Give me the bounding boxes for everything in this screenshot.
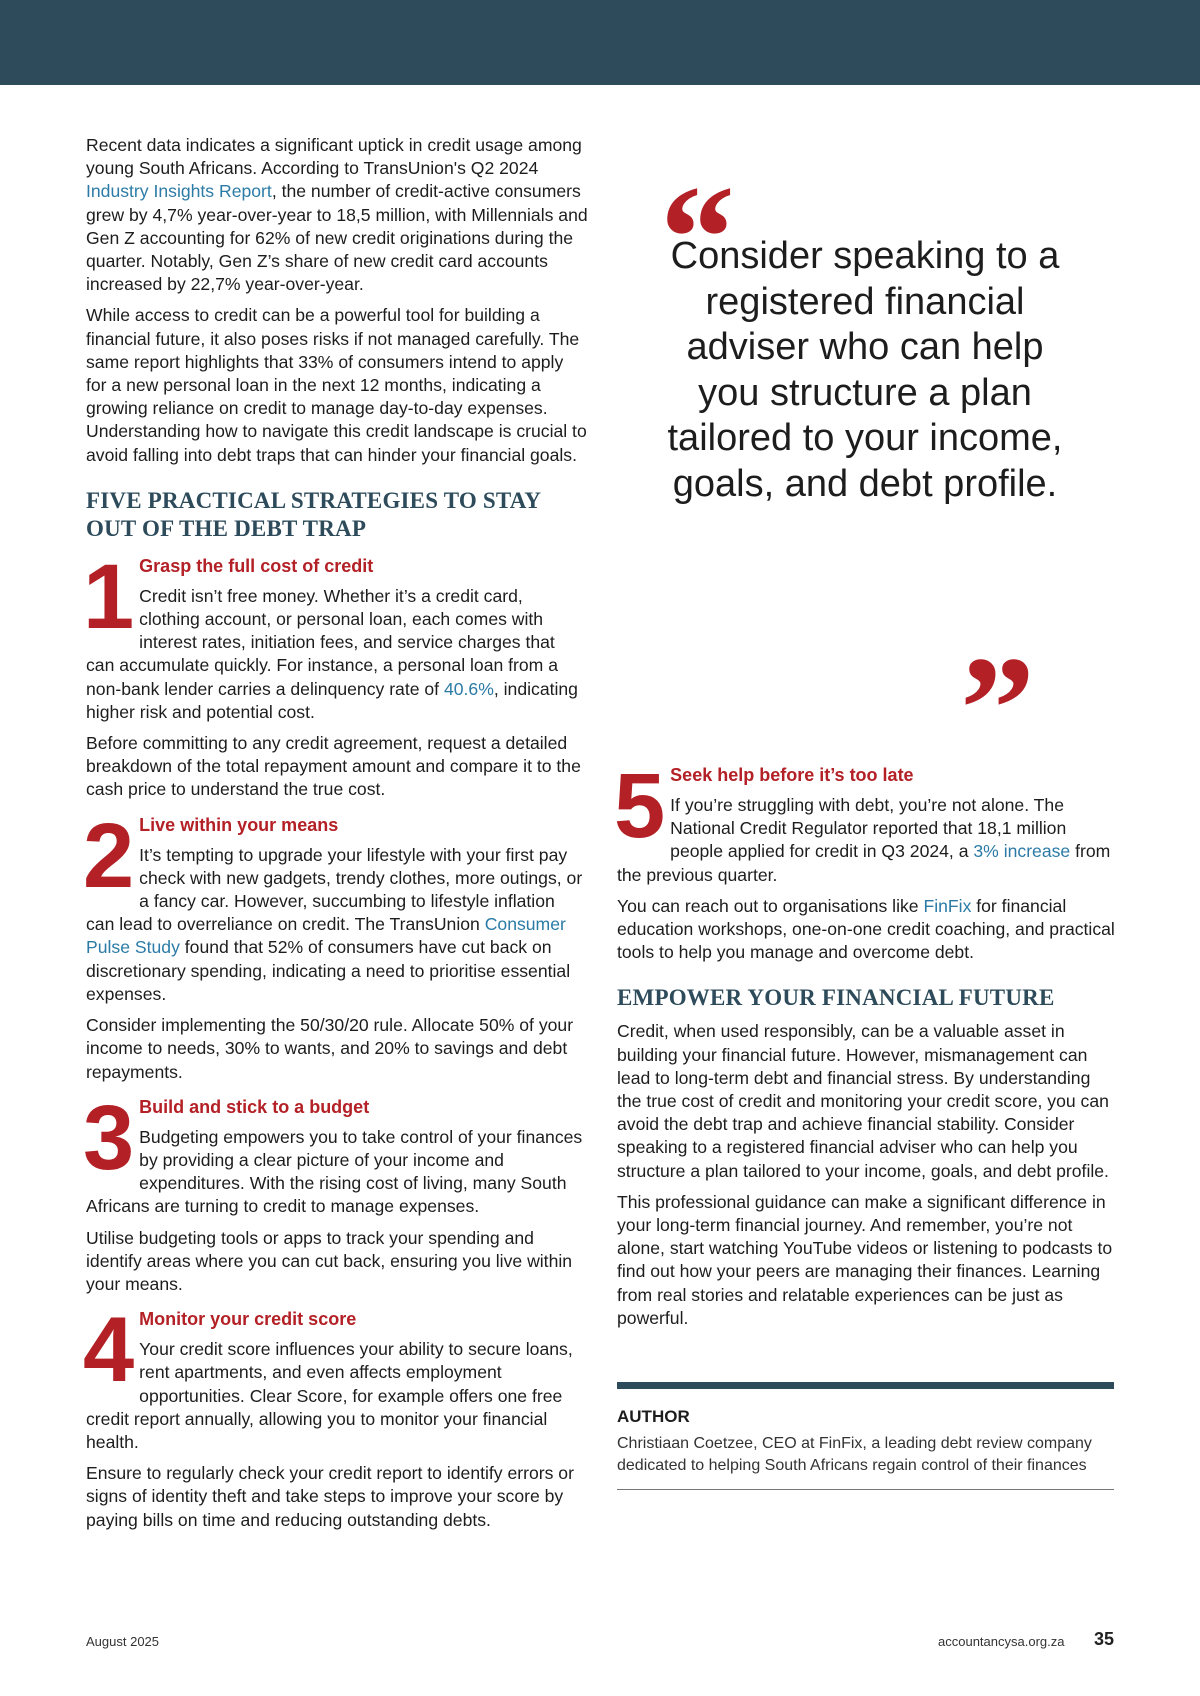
strategy-paragraph: Consider implementing the 50/30/20 rule. Allocate 50% of your income to needs, 30% to wants, and 20% to savings and debt repayments.	[86, 1015, 574, 1082]
strategy-5	[614, 755, 1117, 964]
author-bio: Christiaan Coetzee, CEO at FinFix, a leading debt review company dedicated to helping South Africans regain control of their finances	[617, 1435, 1092, 1475]
strategy-title: Monitor your credit score	[139, 1309, 357, 1330]
strategy-title: Live within your means	[139, 814, 339, 835]
delinquency-rate-link[interactable]: 40.6%	[443, 678, 494, 699]
empower-paragraph-1: Credit, when used responsibly, can be a valuable asset in building your financial future. However, mismanagement can lead to long-term debt and financial stress. By understanding the true cost of credit and monitoring your credit score, you can avoid the debt trap and achieve financial stability. Consider speaking to a registered financial adviser who can help you structure a plan tailored to your income, goals, and debt profile.	[617, 1021, 1109, 1181]
page-number: 35	[1094, 1629, 1115, 1649]
footer-date: August 2025	[86, 1634, 160, 1649]
consumer-pulse-link[interactable]: Consumer Pulse Study	[86, 914, 566, 958]
strategy-paragraph: Utilise budgeting tools or apps to track your spending and identify areas where you can cut back, ensuring you live within your means.	[86, 1227, 573, 1294]
strategies-heading: FIVE PRACTICAL STRATEGIES TO STAY OUT OF THE DEBT TRAP	[86, 487, 541, 541]
strategy-title: Seek help before it’s too late	[670, 765, 914, 785]
strategy-4	[83, 1299, 588, 1532]
strategy-number: 2	[83, 804, 132, 907]
strategy-paragraph: Ensure to regularly check your credit report to identify errors or signs of identity theft and take steps to improve your score by paying bills on time and reducing outstanding debts.	[86, 1463, 574, 1530]
strategy-number: 4	[83, 1299, 132, 1402]
strategy-paragraph: Credit isn’t free money. Whether it’s a credit card, clothing account, or personal loan, each comes with interest rates, initiation fees, and service charges that can accumulate quickly. For instance, a personal loan from a non-bank lender carries a delinquency rate of 40.6%, indicating higher risk and potential cost.	[86, 585, 578, 722]
open-quote-icon: “	[660, 155, 735, 321]
strategy-title: Grasp the full cost of credit	[139, 555, 374, 576]
strategy-number: 3	[83, 1086, 132, 1189]
author-bottom-rule	[617, 1489, 1114, 1490]
right-column	[614, 755, 1117, 1490]
header-bar	[0, 0, 1200, 85]
strategy-title: Build and stick to a budget	[139, 1096, 370, 1117]
empower-heading: EMPOWER YOUR FINANCIAL FUTURE	[617, 985, 1055, 1011]
strategy-paragraph: Before committing to any credit agreement, request a detailed breakdown of the total repayment amount and compare it to the cash price to understand the true cost.	[86, 733, 581, 800]
strategy-paragraph: If you’re struggling with debt, you’re not alone. The National Credit Regulator reported that 18,1 million people applied for credit in Q3 2024, a 3% increase from the previous quarter.	[617, 795, 1111, 885]
intro-paragraph-2: While access to credit can be a powerful tool for building a financial future, it also poses risks if not managed carefully. The same report highlights that 33% of consumers intend to apply for a new personal loan in the next 12 months, indicating a growing reliance on credit to manage day-to-day expenses. Understanding how to navigate this credit landscape is crucial to avoid falling into debt traps that can hinder your financial goals.	[86, 305, 587, 465]
strategy-number: 1	[83, 545, 132, 648]
intro-paragraph-1: Recent data indicates a significant uptick in credit usage among young South Africans. According to TransUnion's Q2 2024 Industry Insights Report, the number of credit-active consumers grew by 4,7% year-over-year to 18,5 million, with Millennials and Gen Z accounting for 62% of new credit originations during the quarter. Notably, Gen Z’s share of new credit card accounts increased by 22,7% year-over-year.	[86, 135, 588, 295]
industry-insights-link[interactable]: Industry Insights Report	[86, 181, 272, 202]
footer-site-link[interactable]: accountancysa.org.za	[938, 1634, 1065, 1649]
strategy-paragraph: Budgeting empowers you to take control of your finances by providing a clear picture of your income and expenditures. With the rising cost of living, many South Africans are turning to credit to manage expenses.	[86, 1126, 583, 1217]
author-label: AUTHOR	[617, 1407, 690, 1427]
strategy-1	[83, 545, 588, 802]
strategy-number: 5	[614, 755, 663, 857]
author-divider	[617, 1382, 1114, 1389]
empower-paragraph-2: This professional guidance can make a significant difference in your long-term financial journey. And remember, you’re not alone, start watching YouTube videos or listening to podcasts to find out how your peers are managing their finances. Learning from real stories and relatable experiences can be just as powerful.	[617, 1191, 1113, 1328]
left-column	[83, 134, 588, 1540]
strategy-paragraph: Your credit score influences your ability to secure loans, rent apartments, and even affects employment opportunities. Clear Score, for example offers one free credit report annually, allowing you to monitor your financial health.	[86, 1339, 573, 1452]
strategy-3	[83, 1086, 588, 1296]
pull-quote-text: Consider speaking to a registered financial adviser who can help you structure a plan tailored to your income, goals, and debt profile.	[667, 235, 1063, 505]
finfix-link[interactable]: FinFix	[923, 895, 972, 916]
strategy-paragraph: It’s tempting to upgrade your lifestyle with your first pay check with new gadgets, trendy clothes, more outings, or a fancy car. However, succumbing to lifestyle inflation can lead to overreliance on credit. The TransUnion Consumer Pulse Study found that 52% of consumers have cut back on discretionary spending, indicating a need to prioritise essential expenses.	[86, 844, 583, 1004]
close-quote-icon: ”	[960, 626, 1035, 792]
increase-link[interactable]: 3% increase	[973, 841, 1071, 862]
strategy-paragraph: You can reach out to organisations like FinFix for financial education workshops, one-on-one credit coaching, and practical tools to help you manage and overcome debt.	[617, 895, 1115, 963]
strategy-2	[83, 804, 588, 1084]
